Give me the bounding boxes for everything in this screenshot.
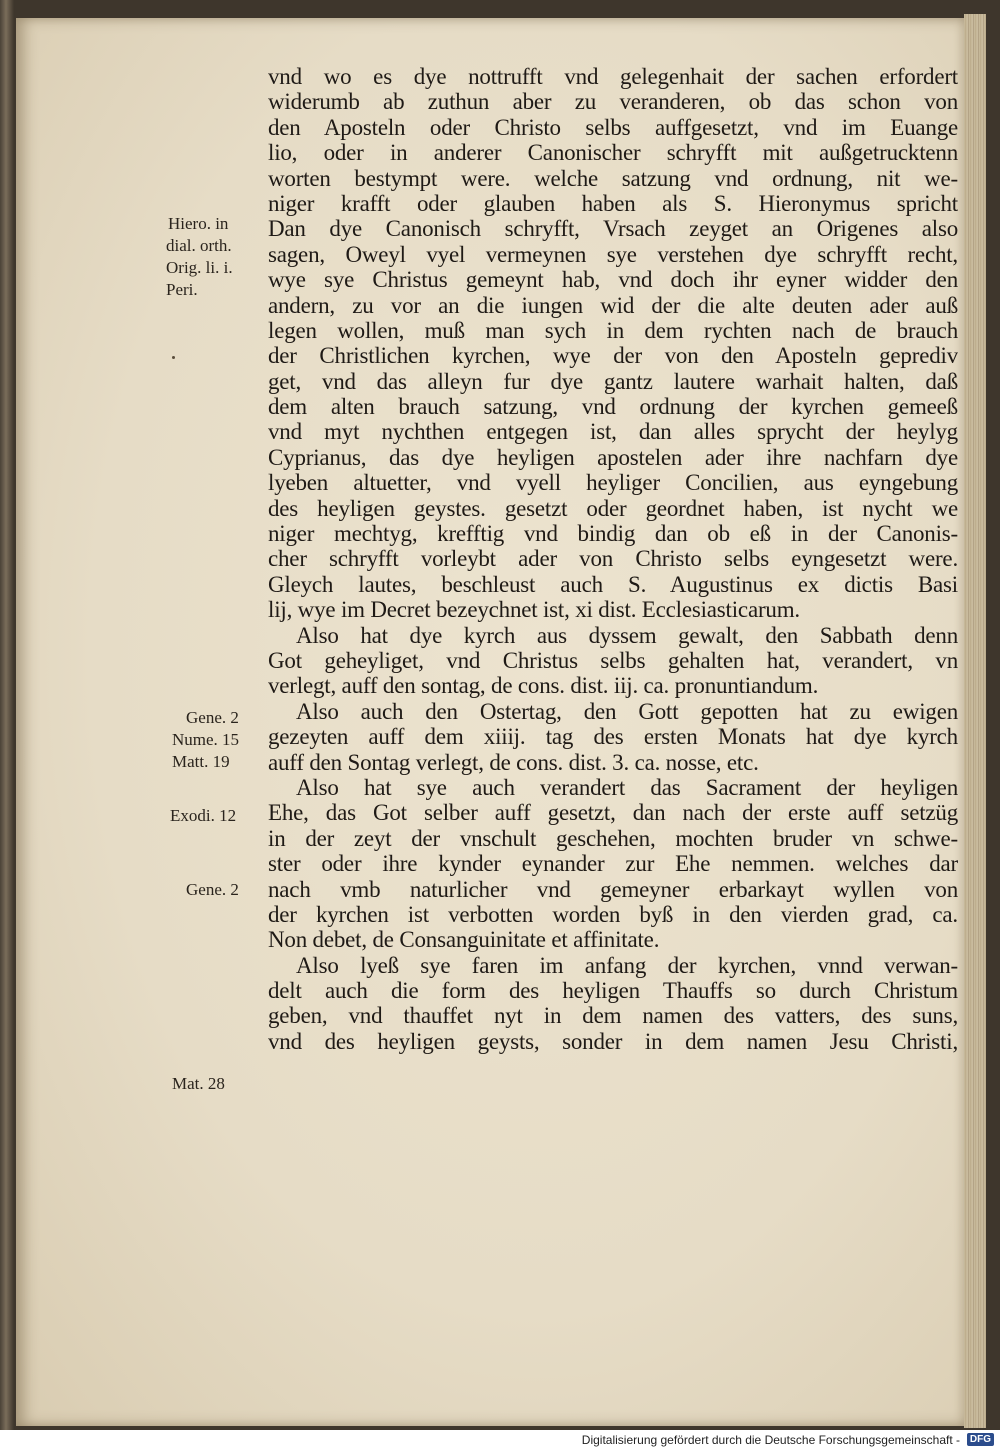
text-line: legen wollen, muß man sych in dem rychten nach de brauch bbox=[268, 317, 958, 343]
text-line: des heyligen geystes. gesetzt oder geordnet haben, ist nycht we bbox=[268, 495, 958, 521]
margin-note-genesis: Gene. 2 bbox=[186, 708, 239, 727]
text-line: vnd myt nychthen entgegen ist, dan alles sprycht der heylyg bbox=[268, 419, 958, 445]
page-fore-edge bbox=[964, 14, 986, 1428]
text-line: niger mechtyg, krefftig vnd bindig dan ob eß in der Canonis- bbox=[268, 521, 958, 547]
paragraph-start-line: Also hat dye kyrch aus dyssem gewalt, den Sabbath denn bbox=[296, 622, 958, 648]
text-line: auff den Sontag verlegt, de cons. dist. 3. ca. nosse, etc. bbox=[268, 749, 759, 775]
text-line: vnd des heyligen geysts, sonder in dem namen Jesu Christi, bbox=[268, 1028, 958, 1054]
text-line: verlegt, auff den sontag, de cons. dist. iij. ca. pronuntiandum. bbox=[268, 673, 819, 699]
margin-note-matthew: Matt. 19 bbox=[172, 752, 230, 771]
margin-note-numeri: Nume. 15 bbox=[172, 730, 240, 749]
text-line: get, vnd das alleyn fur dye gantz lautere warhait halten, daß bbox=[268, 368, 958, 394]
text-line: in der zeyt der vnschult geschehen, mochten bruder vn schwe- bbox=[268, 825, 958, 851]
text-line: Gleych lautes, beschleust auch S. Augustinus ex dictis Basi bbox=[268, 571, 958, 597]
text-line: ster oder ihre kynder eynander zur Ehe nemmen. welches dar bbox=[268, 851, 958, 877]
text-line: Ehe, das Got selber auff gesetzt, dan nach der erste auff setzüg bbox=[268, 800, 958, 826]
text-line: worten bestympt were. welche satzung vnd ordnung, nit we- bbox=[268, 165, 958, 191]
margin-note-peri: Peri. bbox=[166, 280, 198, 299]
margin-note-hieronymus: Hiero. in bbox=[168, 214, 229, 233]
text-line: lio, oder in anderer Canonischer schryfft mit außgetrucktenn bbox=[268, 140, 958, 166]
paragraph-start-line: Also auch den Ostertag, den Gott gepotten hat zu ewigen bbox=[296, 698, 958, 724]
text-line: der kyrchen ist verbotten worden byß in den vierden grad, ca. bbox=[268, 901, 958, 927]
text-line: wye sye Christus gemeynt hab, vnd doch ihr eyner widder den bbox=[268, 267, 958, 293]
text-line: gezeyten auff dem xiiij. tag des ersten Monats hat dye kyrch bbox=[268, 724, 958, 750]
paragraph-start-line: Also lyeß sye faren im anfang der kyrchen, vnnd verwan- bbox=[296, 952, 958, 978]
text-line: niger krafft oder glauben haben als S. Hieronymus spricht bbox=[268, 190, 958, 216]
text-line: widerumb ab zuthun aber zu veranderen, ob das schon von bbox=[268, 89, 958, 115]
text-line: lij, wye im Decret bezeychnet ist, xi dist. Ecclesiasticarum. bbox=[268, 597, 800, 623]
margin-note-matthew-28: Mat. 28 bbox=[172, 1074, 225, 1093]
margin-note-genesis-2: Gene. 2 bbox=[186, 880, 239, 899]
margin-note-exodus: Exodi. 12 bbox=[170, 806, 237, 825]
main-text-block bbox=[268, 64, 958, 1054]
text-line: Got geheyliget, vnd Christus selbs gehalten hat, verandert, vn bbox=[268, 647, 958, 673]
text-line: sagen, Oweyl vyel vermeynen sye verstehen dye schryfft recht, bbox=[268, 241, 958, 267]
text-line: den Aposteln oder Christo selbs auffgesetzt, vnd im Euange bbox=[268, 114, 958, 140]
text-line: cher schryfft vorleybt ader von Christo selbs eyngesetzt were. bbox=[268, 546, 958, 572]
text-line: Cyprianus, das dye heyligen apostelen ader ihre nachfarn dye bbox=[268, 444, 958, 470]
text-line: delt auch die form des heyligen Thauffs so durch Christum bbox=[268, 978, 958, 1004]
text-line: Dan dye Canonisch schryfft, Vrsach zeyget an Origenes also bbox=[268, 216, 958, 242]
ink-speck bbox=[172, 356, 175, 359]
text-line: vnd wo es dye nottrufft vnd gelegenhait der sachen erfordert bbox=[268, 64, 958, 89]
text-line: Non debet, de Consanguinitate et affinitate. bbox=[268, 927, 660, 953]
text-line: geben, vnd thauffet nyt in dem namen des vatters, des suns, bbox=[268, 1003, 958, 1029]
paragraph-start-line: Also hat sye auch verandert das Sacrament der heyligen bbox=[296, 774, 958, 800]
dfg-logo: DFG bbox=[967, 1433, 994, 1446]
margin-note-dialog: dial. orth. bbox=[166, 236, 232, 255]
text-line: dem alten brauch satzung, vnd ordnung der kyrchen gemeeß bbox=[268, 394, 958, 420]
text-line: der Christlichen kyrchen, wye der von den Aposteln geprediv bbox=[268, 343, 958, 369]
digitization-credit: Digitalisierung gefördert durch die Deutsche Forschungsgemeinschaft - bbox=[581, 1433, 960, 1447]
text-line: lyeben altuetter, vnd vyell heyliger Concilien, aus eyngebung bbox=[268, 470, 958, 496]
text-line: andern, zu vor an die iungen wid der die alte deuten ader auß bbox=[268, 292, 958, 318]
text-line: nach vmb naturlicher vnd gemeyner erbarkayt wyllen von bbox=[268, 876, 958, 902]
margin-note-origenes: Orig. li. i. bbox=[166, 258, 233, 277]
